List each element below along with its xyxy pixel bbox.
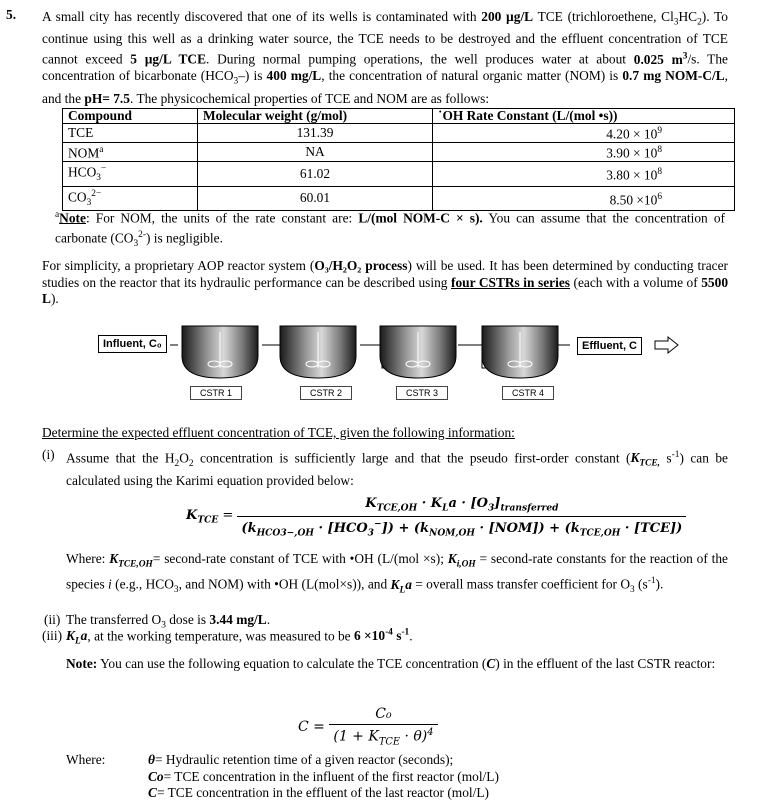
outlet-arrow-icon [655, 337, 678, 353]
col-rate: ˙OH Rate Constant (L/(mol •s)) [433, 109, 735, 124]
item-ii-number: (ii) [44, 612, 61, 627]
table-row: TCE 131.39 $4.20 \times 10^9$ [63, 124, 735, 143]
influent-label: Influent, C₀ [98, 335, 167, 353]
determine-heading: Determine the expected effluent concentration of TCE, given the following information: [42, 425, 515, 440]
cstr-label-3: CSTR 3 [396, 386, 448, 400]
cstr-tank-4 [482, 326, 558, 378]
table-row: $CO_3^{2-}$ 60.01 $8.50 \times 10^6$ [63, 186, 735, 211]
question-number: 5. [6, 7, 17, 22]
item-i-number: (i) [42, 447, 55, 462]
where2-list [148, 752, 499, 802]
intro-paragraph: A small city has recently discovered that one of its wells is contaminated with 200 µg/L TCE (trichloroethene, $Cl_3HC_2$). To continue using this well as a drinking water source, the TCE needs to be destroyed and the effluent concentration of TCE cannot exceed 5 µg/L TCE. During normal pumping operations, the well produces water at about 0.025 $m^3/s$. The concentration of bicarbonate $(HCO_3-)$ is 400 mg/L, the concentration of natural organic matter (NOM) is 0.7 mg NOM-C/L, and the pH= 7.5. The physicochemical properties of TCE and NOM are as follows: [42, 9, 729, 106]
cstr-label-1: CSTR 1 [190, 386, 242, 400]
table-note: $^a$Note: For NOM, the units of the rate constant are: L/(mol NOM-C × s). You can assume that the concentration of carbonate $(CO_3^{2-})$ is negligible. [55, 210, 725, 250]
where2-label: Where: [66, 752, 106, 767]
karimi-equation: $K_{TCE}$ = $K_{TCE,OH} \cdot K_La \cdot [O_3]_{transferred}$ $(k_{HCO3-,OH} \cdot [HCO_3^-]) + (k_{NOM,OH} \cdot [NOM]) + (k_{TCE,OH} \cdot [TCE])$ [186, 496, 686, 539]
list-item: C= TCE concentration in the effluent of the last reactor (mol/L) [148, 785, 489, 800]
cstr-tank-3 [380, 326, 456, 378]
effluent-label: Effluent, C [577, 337, 642, 355]
cstr-tank-1 [182, 326, 258, 378]
table-header-row [63, 109, 735, 124]
item-iii-text: $K_La$, at the working temperature, was measured to be $6 \times 10^{-4}$ $s^{-1}$. [66, 628, 413, 648]
note-paragraph: Note: You can use the following equation to calculate the TCE concentration (C) in the effluent of the last CSTR reactor: [66, 656, 716, 671]
reactor-paragraph: For simplicity, a proprietary AOP reactor system (O₃/H₂O₂ process) will be used. It has been determined by conducting tracer studies on the reactor that its hydraulic performance can be described using four CSTRs in series (each with a volume of 5500 L). [42, 258, 729, 307]
col-mw: Molecular weight (g/mol) [198, 109, 433, 124]
col-compound: Compound [63, 109, 198, 124]
item-ii-text: The transferred $O_3$ dose is 3.44 mg/L. [66, 612, 271, 631]
cstr-tank-2 [280, 326, 356, 378]
effluent-equation: C = $\frac{\text{C₀}}{(1 + K_{TCE} \cdot \theta)^4}$ [298, 706, 438, 747]
table-row: $HCO_3^-$ 61.02 $3.80 \times 10^8$ [63, 162, 735, 187]
cstr-label-2: CSTR 2 [300, 386, 352, 400]
item-iii-number: (iii) [42, 628, 63, 643]
properties-table [62, 108, 735, 211]
item-i-text: Assume that the $H_2O_2$ concentration is sufficiently large and that the pseudo first-order constant ($K_{TCE,}$ $s^{-1}$) can be calculated using the Karimi equation provided below: [66, 450, 728, 488]
list-item: θ= Hydraulic retention time of a given reactor (seconds); [148, 752, 454, 767]
where-definitions: Where: $K_{TCE,OH}=$ second-rate constant of TCE with •OH (L/(mol ×s); $K_{i,OH}$ = second-rate constants for the reaction of the species i (e.g., $HCO_3$, and NOM) with •OH (L(mol×s)), and $K_La$ = overall mass transfer coefficient for $O_3$ $(s^{-1})$. [66, 551, 728, 596]
cstr-label-4: CSTR 4 [502, 386, 554, 400]
list-item: Co= TCE concentration in the influent of the first reactor (mol/L) [148, 768, 499, 784]
table-row: NOM$^a$ NA $3.90 \times 10^8$ [63, 143, 735, 162]
reactor-diagram [90, 318, 690, 408]
